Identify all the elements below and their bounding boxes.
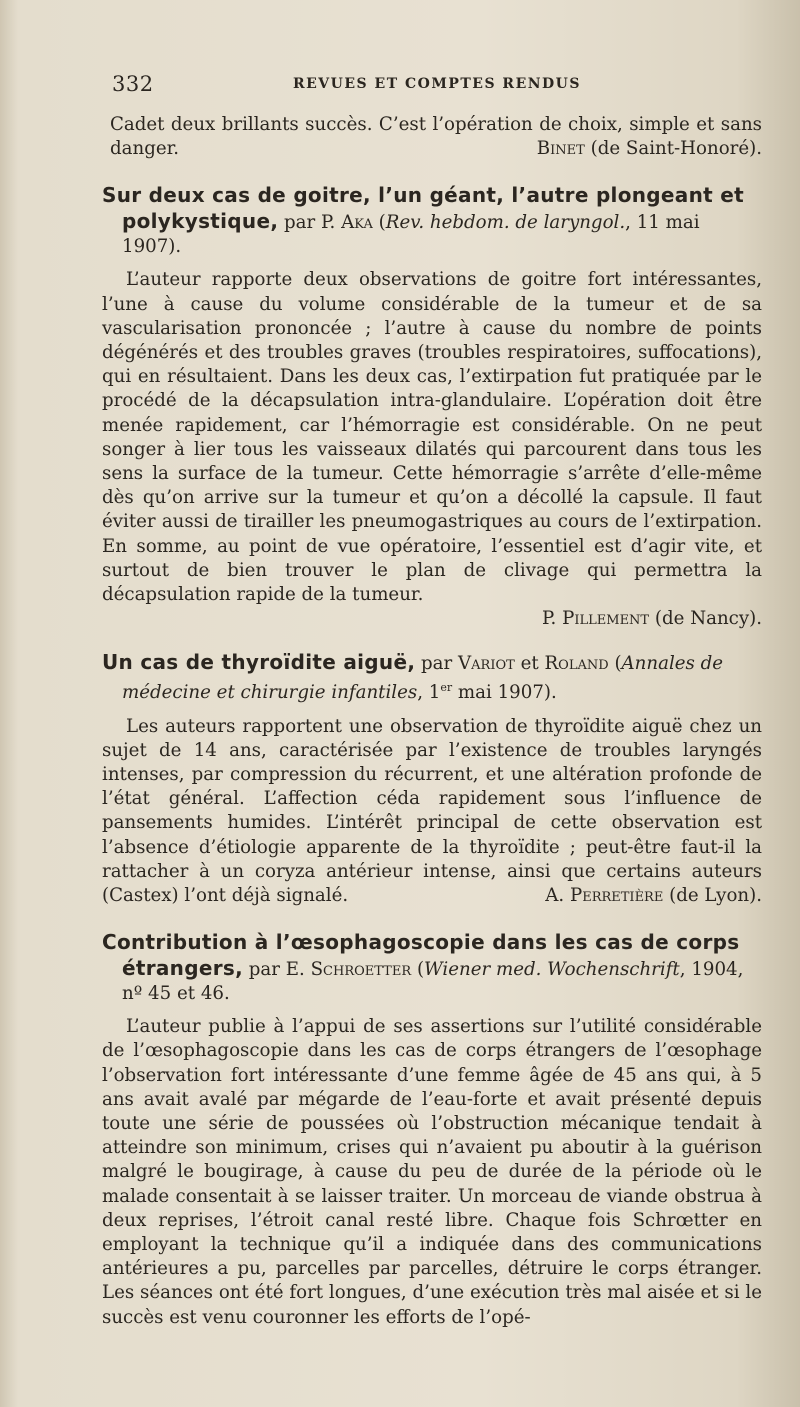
article-signature: [521, 884, 762, 908]
article: [102, 930, 762, 1330]
article-body-text: Les auteurs rapportent une observation de thyroïdite aiguë chez un sujet de 14 ans, caractérisée par l’existence de troubles laryngés intenses, par compression du récurrent, et une altération profonde de l’état général. L’affection céda rapidement sous l’influence de pansements humides. L’intérêt principal de cette observation est l’absence d’étiologie apparente de la thyroïdite ; peut-être faut-il la rattacher à un coryza antérieur intense, ainsi que certains auteurs (Castex) l’ont déjà signalé.: [102, 715, 762, 906]
article-ref-tail: , 1904, nº 45 et 46.: [122, 959, 744, 1005]
ref-open: (: [416, 959, 425, 981]
article-title: Un cas de thyroïdite aiguë,: [102, 650, 416, 675]
signature-name: Pillement: [562, 608, 650, 630]
article-by: par P.: [284, 212, 336, 234]
article-ref-sup: er: [440, 681, 453, 695]
page-number: 332: [112, 72, 154, 96]
carryover-signature: [537, 137, 762, 161]
article-title: Sur deux cas de goitre, l’un géant, l’autre plongeant et polykystique,: [102, 183, 744, 234]
signature-name: Binet: [536, 138, 585, 160]
article-heading: [102, 650, 762, 705]
ref-open: (: [614, 653, 622, 675]
article-body: [102, 715, 762, 909]
article-by: par: [421, 653, 453, 675]
signature-place: (de Lyon).: [669, 884, 762, 906]
article-signature: [102, 607, 762, 631]
article-ref-tail: , 1: [417, 682, 441, 704]
signature-name: Perretière: [569, 884, 664, 906]
article-body: L’auteur rapporte deux observations de goitre fort intéressantes, l’une à cause du volume considérable de la tumeur et de sa vascularisation prononcée ; l’autre à cause du nombre de points dégénérés et des troubles graves (troubles respiratoires, suffocations), qui en résultaient. Dans les deux cas, l’extirpation fut pratiquée par le procédé de la décapsulation intra-glandulaire. L’opération doit être menée rapidement, car l’hémorragie est considérable. On ne peut songer à lier tous les vaisseaux dilatés qui parcourent dans tous les sens la surface de la tumeur. Cette hémorragie s’arrête d’elle-même dès qu’on arrive sur la tumeur et qu’on a décollé la capsule. Il faut éviter aussi de tirailler les pneumogastriques au cours de l’extirpation. En somme, au point de vue opératoire, l’essentiel est d’agir vite, et surtout de bien trouver le plan de clivage qui permettra la décapsulation rapide de la tumeur.: [102, 269, 762, 606]
article-ref-tail-2: mai 1907).: [452, 682, 557, 704]
signature-place: (de Nancy).: [654, 608, 762, 630]
article-journal: Wiener med. Wochenschrift: [424, 959, 680, 981]
article-and: et: [520, 653, 539, 675]
article-ref-tail: , 11 mai 1907).: [122, 212, 700, 258]
article-heading: [102, 183, 762, 259]
page-content: [102, 113, 762, 1330]
carryover-text: Cadet deux brillants succès. C’est l’opération de choix, simple et sans danger.: [110, 114, 762, 160]
page-header: [112, 72, 762, 100]
signature-initial: A.: [545, 884, 565, 906]
article-author-2: Roland: [544, 653, 609, 675]
ref-open: (: [378, 212, 386, 234]
carryover-paragraph: [110, 113, 762, 161]
article-author: Variot: [458, 653, 515, 675]
article-body: L’auteur publie à l’appui de ses assertions sur l’utilité considérable de l’œsophagoscopie dans les cas de corps étrangers de l’œsophage l’observation fort intéressante d’une femme âgée de 45 ans qui, à 5 ans avait avalé par mégarde de l’eau-forte et avait présenté depuis toute une série de poussées où l’obstruction mécanique tendait à atteindre son minimum, crises qui n’avaient pu aboutir à la guérison malgré le bougirage, à cause du peu de durée de la période où le malade consentait à se laisser traiter. Un morceau de viande obstrua à deux reprises, l’étroit canal resté libre. Chaque fois Schrœtter en employant la technique qu’il a indiquée dans des communications antérieures a pu, parcelles par parcelles, détruire le corps étranger. Les séances ont été fort longues, d’une exécution très mal aisée et si le succès est venu couronner les efforts de l’opé-: [102, 1016, 762, 1328]
article-by: par E.: [248, 959, 305, 981]
article-journal: Annales de médecine et chirurgie infantiles: [122, 653, 724, 704]
article-journal: Rev. hebdom. de laryngol.: [385, 212, 626, 234]
article-author: Schroetter: [310, 959, 412, 981]
signature-initial: P.: [541, 608, 557, 630]
article-title: Contribution à l’œsophagoscopie dans les cas de corps étrangers,: [102, 930, 740, 981]
article-author: Aka: [341, 212, 373, 234]
article: [102, 650, 762, 908]
article-heading: [102, 930, 762, 1006]
signature-place: (de Saint-Honoré).: [590, 138, 762, 160]
running-head: REVUES ET COMPTES RENDUS: [293, 76, 581, 92]
article: [102, 183, 762, 631]
